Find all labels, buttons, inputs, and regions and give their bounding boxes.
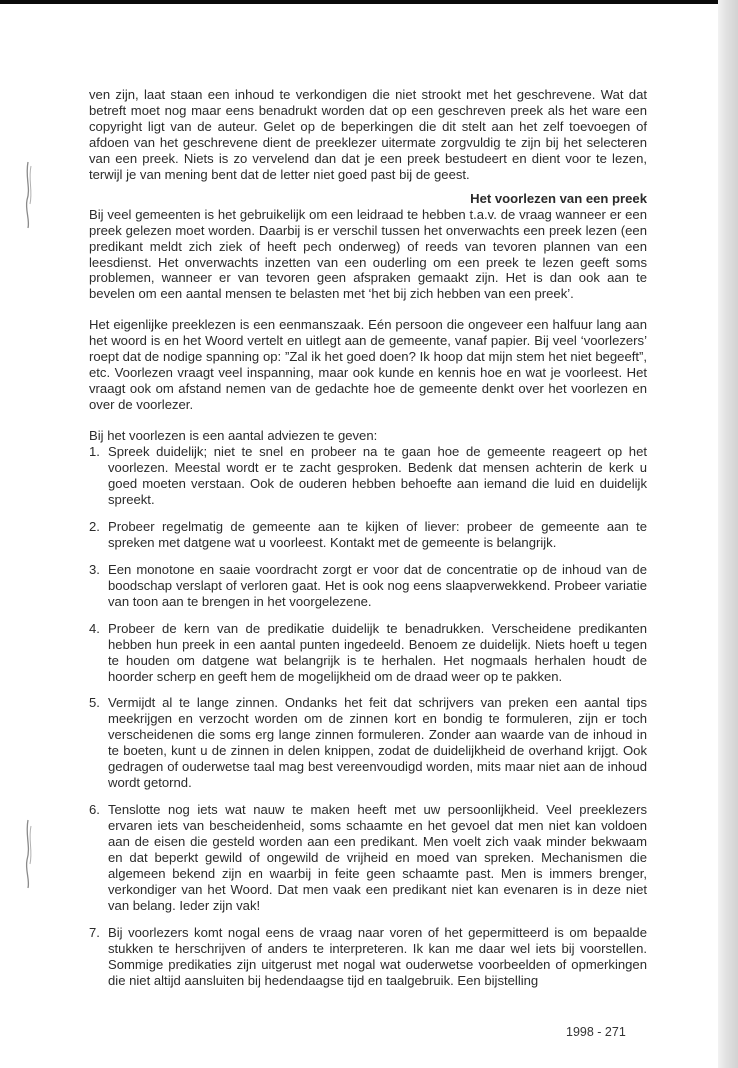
list-item-number: 3. [89, 561, 100, 577]
list-item-text: Bij voorlezers komt nogal eens de vraag naar voren of het gepermitteerd is om bepaalde stukken te herschrijven of anders te interpreteren. Ik kan me daar wel iets bij voorstellen. Sommige predikaties zijn uitgerust met nogal wat ouderwetse voorbeelden of opmerkingen die niet altijd aansluiten bij hedendaagse tijd en taalgebruik. Een bijstelling [108, 924, 647, 988]
list-intro: Bij het voorlezen is een aantal adviezen te geven: [89, 428, 378, 444]
binding-hole-mark-bottom [22, 818, 36, 890]
section-heading: Het voorlezen van een preek [470, 190, 647, 206]
list-item-number: 4. [89, 620, 100, 636]
opening-paragraph: ven zijn, laat staan een inhoud te verkondigen die niet strookt met het geschrevene. Wat dat betreft moet nog maar eens benadrukt worden dat op een geschreven preek als het ware een copyright ligt van de auteur. Gelet op de beperkingen die dit stelt aan het zelf toevoegen of afdoen van het geschrevene dient de preeklezer uitermate zorgvuldig te zijn bij het selecteren van een preek. Niets is zo vervelend dan dat je een preek bestudeert en dient voor te lezen, terwijl je van mening bent dat de letter niet goed past bij de geest. [89, 87, 647, 182]
list-item [89, 444, 647, 508]
body-paragraph: Het eigenlijke preeklezen is een eenmanszaak. Eén persoon die ongeveer een halfuur lang aan het woord is en het Woord vertelt en uitlegt aan de gemeente, vanaf papier. Bij veel ‘voorlezers’ roept dat de nodige spanning op: ”Zal ik het goed doen? Ik hoop dat mijn stem het niet begeeft”, etc. Voorlezen vraagt veel inspanning, maar ook kunde en kennis hoe en wat je voorleest. Het vraagt ook om afstand nemen van de gedachte hoe de gemeente denkt over het voorlezen en over de voorlezer. [89, 317, 647, 413]
list-item [89, 695, 647, 791]
list-item-text: Probeer regelmatig de gemeente aan te kijken of liever: probeer de gemeente aan te spreken met datgene wat u voorleest. Kontakt met de gemeente is belangrijk. [108, 518, 647, 550]
page-body [89, 87, 647, 1000]
list-item [89, 621, 647, 685]
list-item-text: Een monotone en saaie voordracht zorgt er voor dat de concentratie op de inhoud van de boodschap verslapt of verloren gaat. Het is ook nog eens slaapverwekkend. Probeer variatie van toon aan te brengen in het voorgelezene. [108, 561, 647, 609]
list-item-number: 1. [89, 444, 100, 460]
list-item-text: Vermijdt al te lange zinnen. Ondanks het feit dat schrijvers van preken een aantal tips meekrijgen en verzocht worden om de zinnen kort en bondig te formuleren, zijn er toch verscheidenen die soms erg lange zinnen formuleren. Zonder aan waarde van de inhoud in te boeten, kunt u de zinnen in delen knippen, zodat de duidelijkheid de overhand krijgt. Ook gedragen of ouderwetse taal mag best vereenvoudigd worden, mits maar niet aan de inhoud wordt getornd. [108, 695, 647, 791]
list-item-text: Tenslotte nog iets wat nauw te maken heeft met uw persoonlijkheid. Veel preeklezers ervaren iets van bescheidenheid, soms schaamte en het gevoel dat men niet kan voldoen aan de eisen die gesteld worden aan een predikant. Men voelt zich vaak minder bekwaam en dat beperkt gewild of ongewild de vrijheid en moed van spreken. Mechanismen die algemeen bekend zijn en waarbij in feite geen schaamte past. Men is immers brenger, verkondiger van het Woord. Dat men vaak een predikant niet kan evenaren is in deze niet van belang. Ieder zijn vak! [108, 802, 647, 913]
list-item-text: Spreek duidelijk; niet te snel en probeer na te gaan hoe de gemeente reageert op het voorlezen. Meestal wordt er te zacht gesproken. Bedenk dat mensen achterin de kerk u goed moeten verstaan. Ook de ouderen hebben behoefte aan iemand die luid en duidelijk spreekt. [108, 444, 647, 507]
scan-top-edge [0, 0, 738, 4]
list-item-text: Probeer de kern van de predikatie duidelijk te benadrukken. Verscheidene predikanten hebben hun preek in een aantal punten ingedeeld. Benoem ze duidelijk. Niets hoeft u tegen te houden om datgene wat belangrijk is te herhalen. Het nogmaals herhalen houdt de hoorder scherp en geeft hem de mogelijkheid om de draad weer op te pakken. [108, 620, 647, 684]
page-number: 1998 - 271 [566, 1025, 626, 1039]
list-item-number: 5. [89, 695, 100, 711]
advice-list [89, 444, 647, 989]
list-item [89, 802, 647, 914]
list-item-number: 7. [89, 924, 100, 940]
list-item-number: 6. [89, 802, 100, 818]
list-item-number: 2. [89, 518, 100, 534]
body-paragraph: Bij veel gemeenten is het gebruikelijk om een leidraad te hebben t.a.v. de vraag wanneer er een preek gelezen moet worden. Daarbij is er verschil tussen het onverwachts een preek lezen (een predikant meldt zich ziek of heeft pech onderweg) of reeds van tevoren plannen van een leesdienst. Het onverwachts inzetten van een ouderling om een preek te lezen geeft soms problemen, wanneer er van tevoren geen afspraken gemaakt zijn. Het is dan ook aan te bevelen om een aantal mensen te belasten met ‘het bij zich hebben van een preek’. [89, 206, 647, 302]
scan-right-edge [718, 0, 738, 1068]
list-item [89, 562, 647, 610]
list-item [89, 925, 647, 989]
binding-hole-mark-top [22, 160, 36, 230]
list-item [89, 519, 647, 551]
